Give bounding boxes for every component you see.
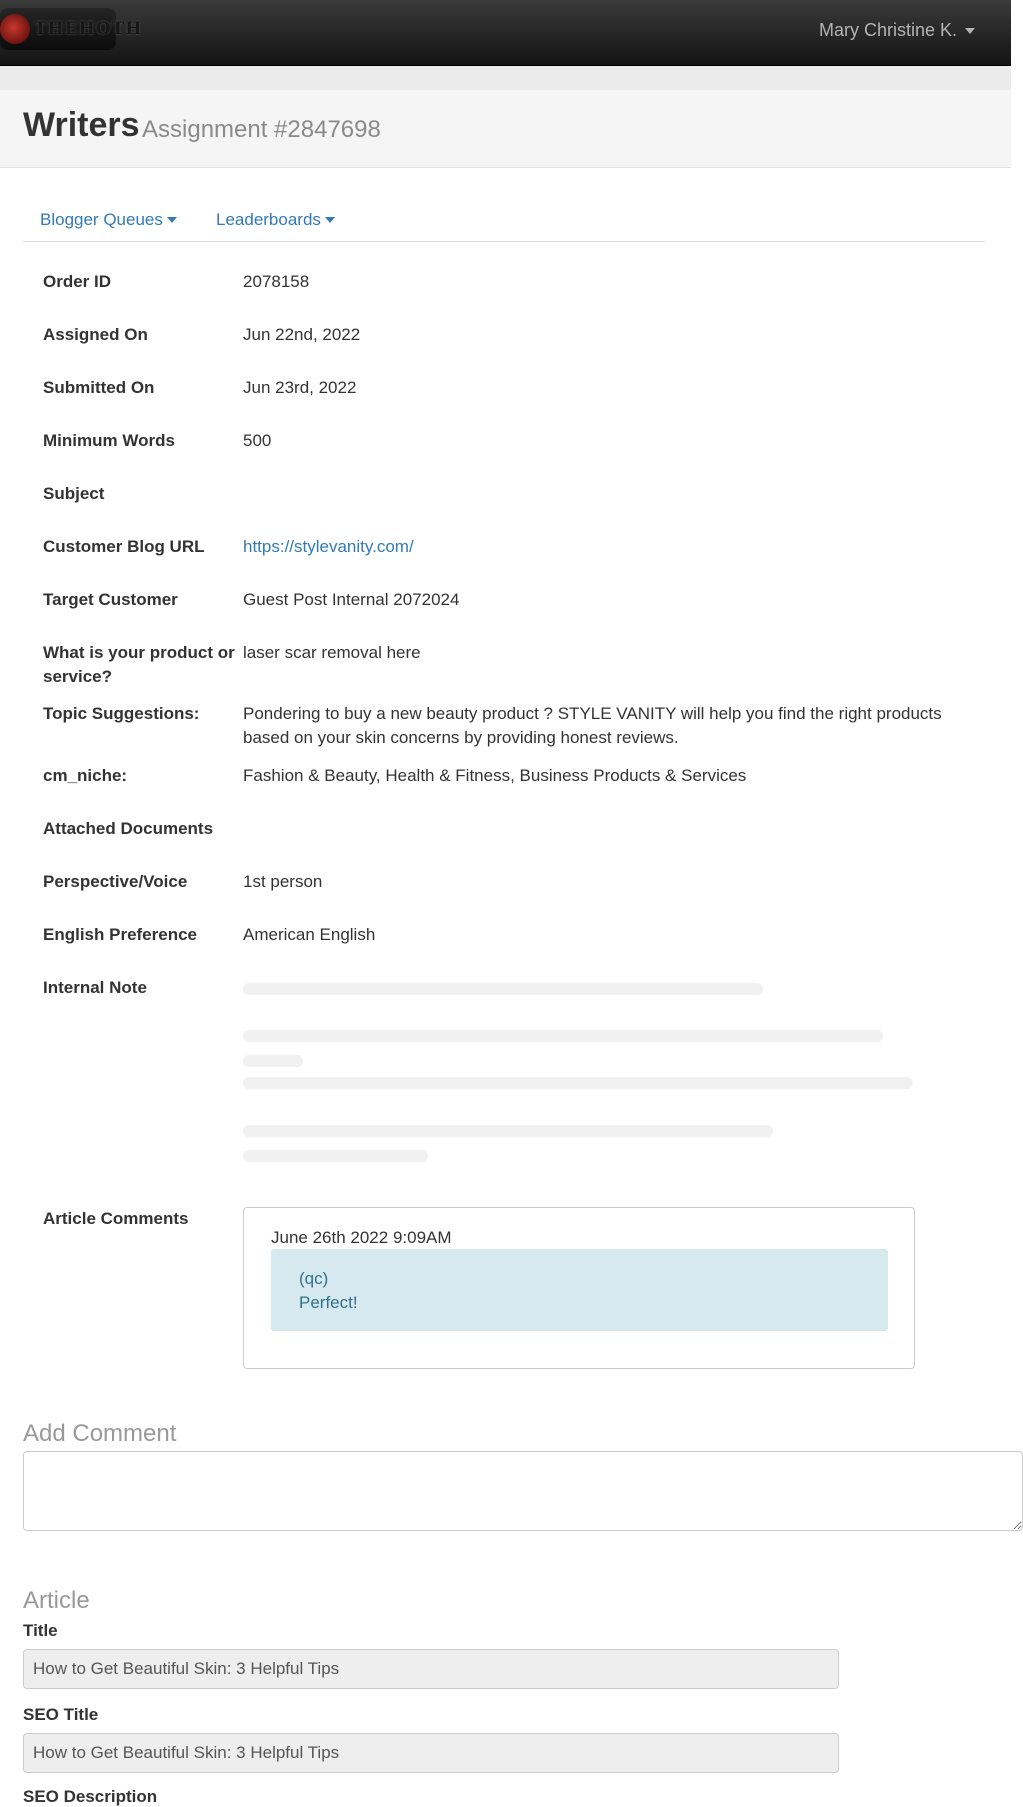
assignment-number: Assignment #2847698 xyxy=(142,116,381,143)
target-customer-label: Target Customer xyxy=(43,590,178,609)
submitted-on-value: Jun 23rd, 2022 xyxy=(243,378,357,397)
target-customer-value: Guest Post Internal 2072024 xyxy=(243,590,460,609)
article-comments-panel xyxy=(243,1207,915,1369)
subject-label: Subject xyxy=(43,484,105,503)
perspective-voice-value: 1st person xyxy=(243,872,323,891)
title-label: Title xyxy=(23,1621,58,1640)
submitted-on-label: Submitted On xyxy=(43,378,155,397)
comment-author: (qc) xyxy=(299,1269,329,1288)
minimum-words-label: Minimum Words xyxy=(43,431,175,450)
article-heading: Article xyxy=(23,1587,90,1614)
comment-date: June 26th 2022 9:09AM xyxy=(271,1228,452,1247)
comment-text: Perfect! xyxy=(299,1293,358,1312)
chevron-down-icon xyxy=(167,217,177,223)
english-preference-label: English Preference xyxy=(43,925,198,944)
leaderboards-label: Leaderboards xyxy=(216,210,321,229)
comment-bubble xyxy=(271,1249,888,1331)
topic-suggestions-label: Topic Suggestions: xyxy=(43,704,200,723)
seo-description-label: SEO Description xyxy=(23,1787,158,1806)
user-menu[interactable] xyxy=(819,20,975,41)
internal-note-label: Internal Note xyxy=(43,978,147,997)
order-id-label: Order ID xyxy=(43,272,112,291)
assigned-on-label: Assigned On xyxy=(43,325,148,344)
brand-logo-text: THEHOTH xyxy=(34,19,143,39)
product-or-service-value: laser scar removal here xyxy=(243,643,421,662)
title-input[interactable] xyxy=(23,1649,839,1689)
attached-documents-label: Attached Documents xyxy=(43,819,214,838)
brand-logo[interactable] xyxy=(0,8,143,50)
chevron-down-icon xyxy=(965,28,975,34)
customer-blog-url-link[interactable]: https://stylevanity.com/ xyxy=(243,537,414,556)
user-name: Mary Christine K. xyxy=(818,20,957,40)
english-preference-value: American English xyxy=(243,925,376,944)
cm-niche-value: Fashion & Beauty, Health & Fitness, Business Products & Services xyxy=(243,766,747,785)
add-comment-textarea[interactable] xyxy=(23,1451,1023,1531)
seo-title-input[interactable] xyxy=(23,1733,839,1773)
top-navbar xyxy=(0,0,1011,66)
seo-title-label: SEO Title xyxy=(23,1705,99,1724)
blogger-queues-dropdown[interactable] xyxy=(40,210,177,230)
perspective-voice-label: Perspective/Voice xyxy=(43,872,188,891)
blogger-queues-label: Blogger Queues xyxy=(40,210,163,229)
chevron-down-icon xyxy=(325,217,335,223)
page-title: Writers xyxy=(23,106,140,144)
article-comments-label: Article Comments xyxy=(43,1209,189,1228)
page-header xyxy=(0,66,1011,168)
secondary-nav xyxy=(23,202,985,242)
product-or-service-label: What is your product or service? xyxy=(43,643,235,686)
assigned-on-value: Jun 22nd, 2022 xyxy=(243,325,361,344)
customer-blog-url-label: Customer Blog URL xyxy=(43,537,205,556)
topic-suggestions-value: Pondering to buy a new beauty product ? STYLE VANITY will help you find the right products based on your skin concerns by providing honest reviews. xyxy=(243,704,942,747)
brand-logo-icon xyxy=(0,14,30,44)
add-comment-heading: Add Comment xyxy=(23,1420,177,1447)
leaderboards-dropdown[interactable] xyxy=(216,210,335,230)
cm-niche-label: cm_niche: xyxy=(43,766,128,785)
order-id-value: 2078158 xyxy=(243,272,310,291)
minimum-words-value: 500 xyxy=(243,431,272,450)
